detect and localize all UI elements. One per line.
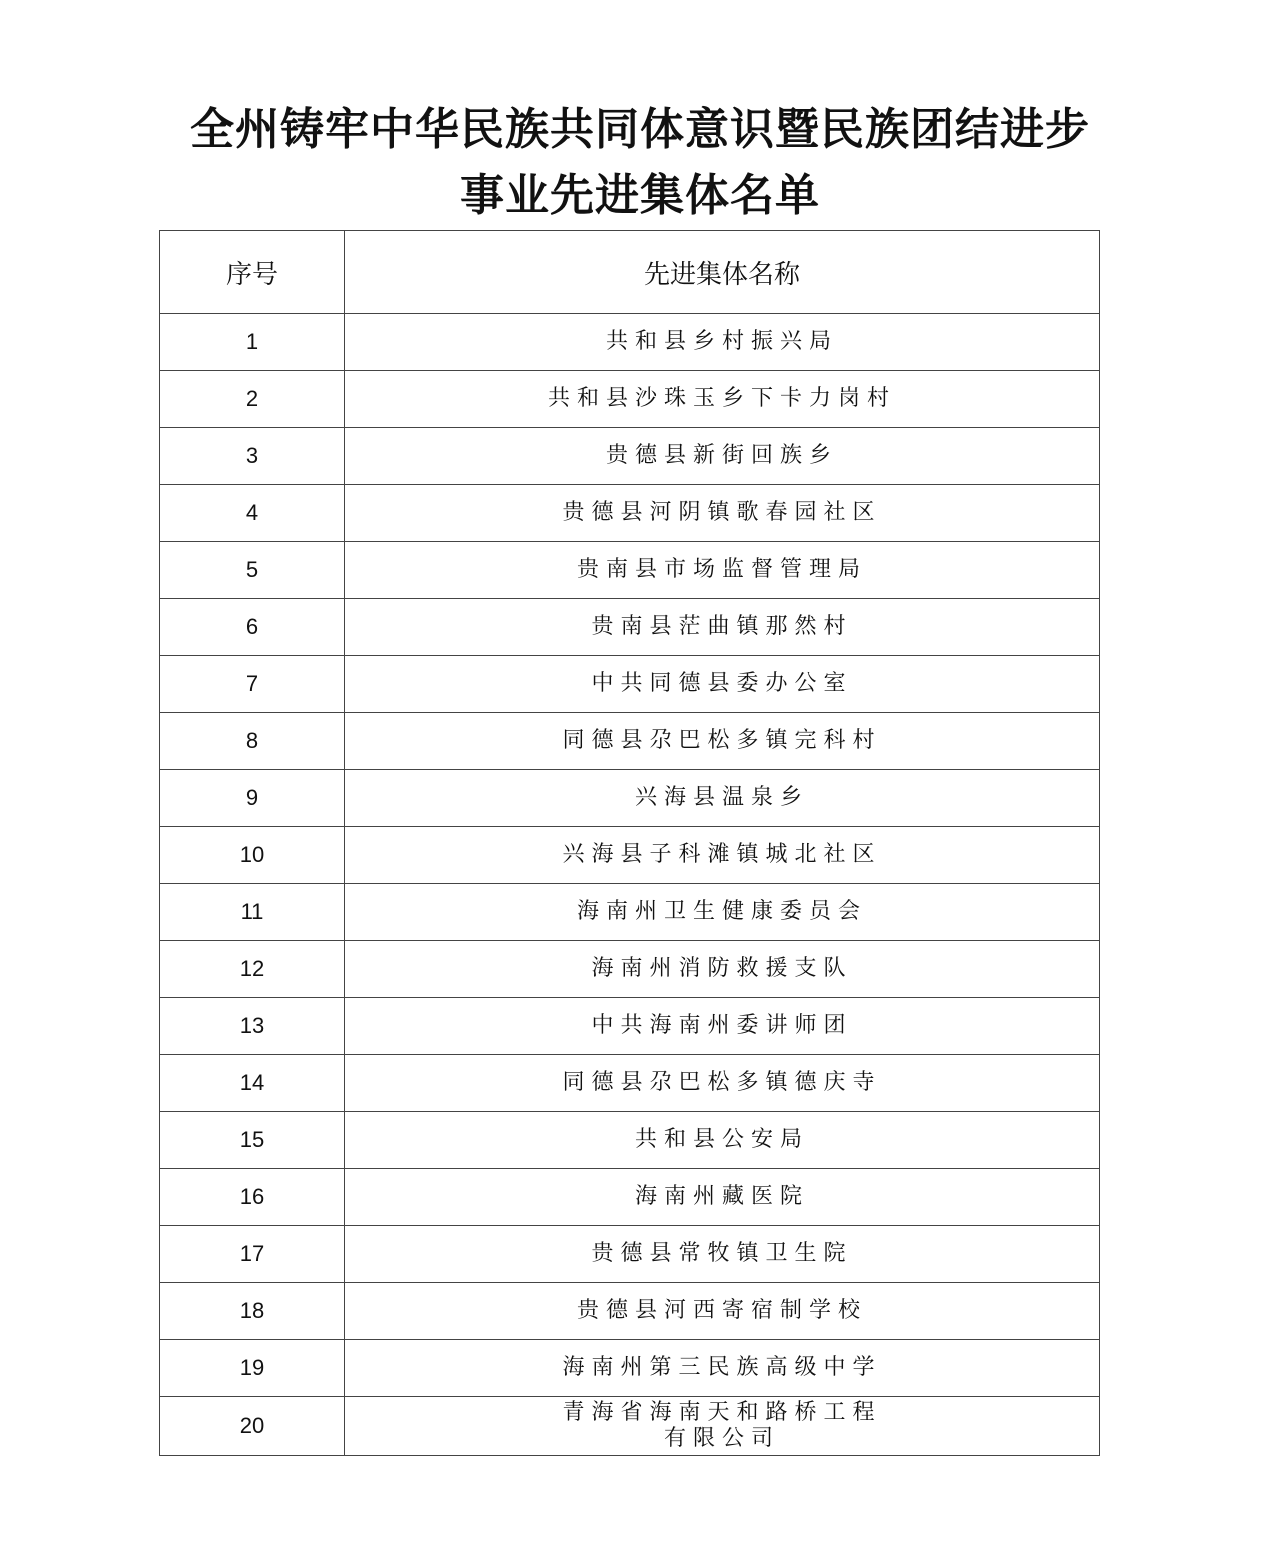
table-header-row [160, 231, 1100, 314]
row-number: 18 [160, 1283, 345, 1340]
table-row [160, 998, 1100, 1055]
row-number: 13 [160, 998, 345, 1055]
row-number: 14 [160, 1055, 345, 1112]
row-collective-name: 中共同德县委办公室 [345, 656, 1100, 713]
row-collective-name-line-2: 有限公司 [663, 1426, 780, 1451]
table-row [160, 485, 1100, 542]
row-number: 6 [160, 599, 345, 656]
row-collective-name: 兴海县温泉乡 [345, 770, 1100, 827]
table-row [160, 1055, 1100, 1112]
row-collective-name: 共和县乡村振兴局 [345, 314, 1100, 371]
row-collective-name: 海南州第三民族高级中学 [345, 1340, 1100, 1397]
row-number: 10 [160, 827, 345, 884]
header-serial-number: 序号 [160, 231, 345, 314]
table-row [160, 827, 1100, 884]
table-row [160, 1169, 1100, 1226]
header-collective-name: 先进集体名称 [345, 231, 1100, 314]
row-number: 2 [160, 371, 345, 428]
row-number: 5 [160, 542, 345, 599]
table-row [160, 713, 1100, 770]
table-row [160, 884, 1100, 941]
row-number: 20 [160, 1397, 345, 1456]
row-collective-name: 共和县沙珠玉乡下卡力岗村 [345, 371, 1100, 428]
row-number: 9 [160, 770, 345, 827]
advanced-collectives-table [159, 230, 1100, 1456]
row-number: 3 [160, 428, 345, 485]
row-collective-name: 中共海南州委讲师团 [345, 998, 1100, 1055]
table-row [160, 656, 1100, 713]
row-collective-name: 同德县尕巴松多镇完科村 [345, 713, 1100, 770]
table-row [160, 1340, 1100, 1397]
row-number: 4 [160, 485, 345, 542]
table-row [160, 1112, 1100, 1169]
table-row [160, 371, 1100, 428]
row-number: 7 [160, 656, 345, 713]
row-number: 16 [160, 1169, 345, 1226]
row-collective-name [345, 1397, 1100, 1456]
table-row [160, 941, 1100, 998]
table-row [160, 1397, 1100, 1456]
row-collective-name: 海南州卫生健康委员会 [345, 884, 1100, 941]
row-collective-name: 共和县公安局 [345, 1112, 1100, 1169]
row-number: 17 [160, 1226, 345, 1283]
row-number: 12 [160, 941, 345, 998]
row-number: 19 [160, 1340, 345, 1397]
row-collective-name-line-1: 青海省海南天和路桥工程 [562, 1400, 882, 1425]
table-row [160, 1226, 1100, 1283]
row-collective-name: 贵德县河西寄宿制学校 [345, 1283, 1100, 1340]
document-title-line-1: 全州铸牢中华民族共同体意识暨民族团结进步 [190, 104, 1090, 155]
row-number: 11 [160, 884, 345, 941]
table-row [160, 428, 1100, 485]
row-number: 8 [160, 713, 345, 770]
row-collective-name: 贵南县市场监督管理局 [345, 542, 1100, 599]
table-row [160, 599, 1100, 656]
row-collective-name: 兴海县子科滩镇城北社区 [345, 827, 1100, 884]
document-title-line-2: 事业先进集体名单 [460, 170, 820, 221]
row-collective-name: 同德县尕巴松多镇德庆寺 [345, 1055, 1100, 1112]
row-collective-name: 海南州消防救援支队 [345, 941, 1100, 998]
row-collective-name: 贵德县常牧镇卫生院 [345, 1226, 1100, 1283]
row-number: 15 [160, 1112, 345, 1169]
table-row [160, 314, 1100, 371]
table-row [160, 542, 1100, 599]
table-row [160, 1283, 1100, 1340]
table-row [160, 770, 1100, 827]
row-collective-name: 贵南县茫曲镇那然村 [345, 599, 1100, 656]
row-number: 1 [160, 314, 345, 371]
row-collective-name: 海南州藏医院 [345, 1169, 1100, 1226]
row-collective-name: 贵德县新街回族乡 [345, 428, 1100, 485]
row-collective-name: 贵德县河阴镇歌春园社区 [345, 485, 1100, 542]
